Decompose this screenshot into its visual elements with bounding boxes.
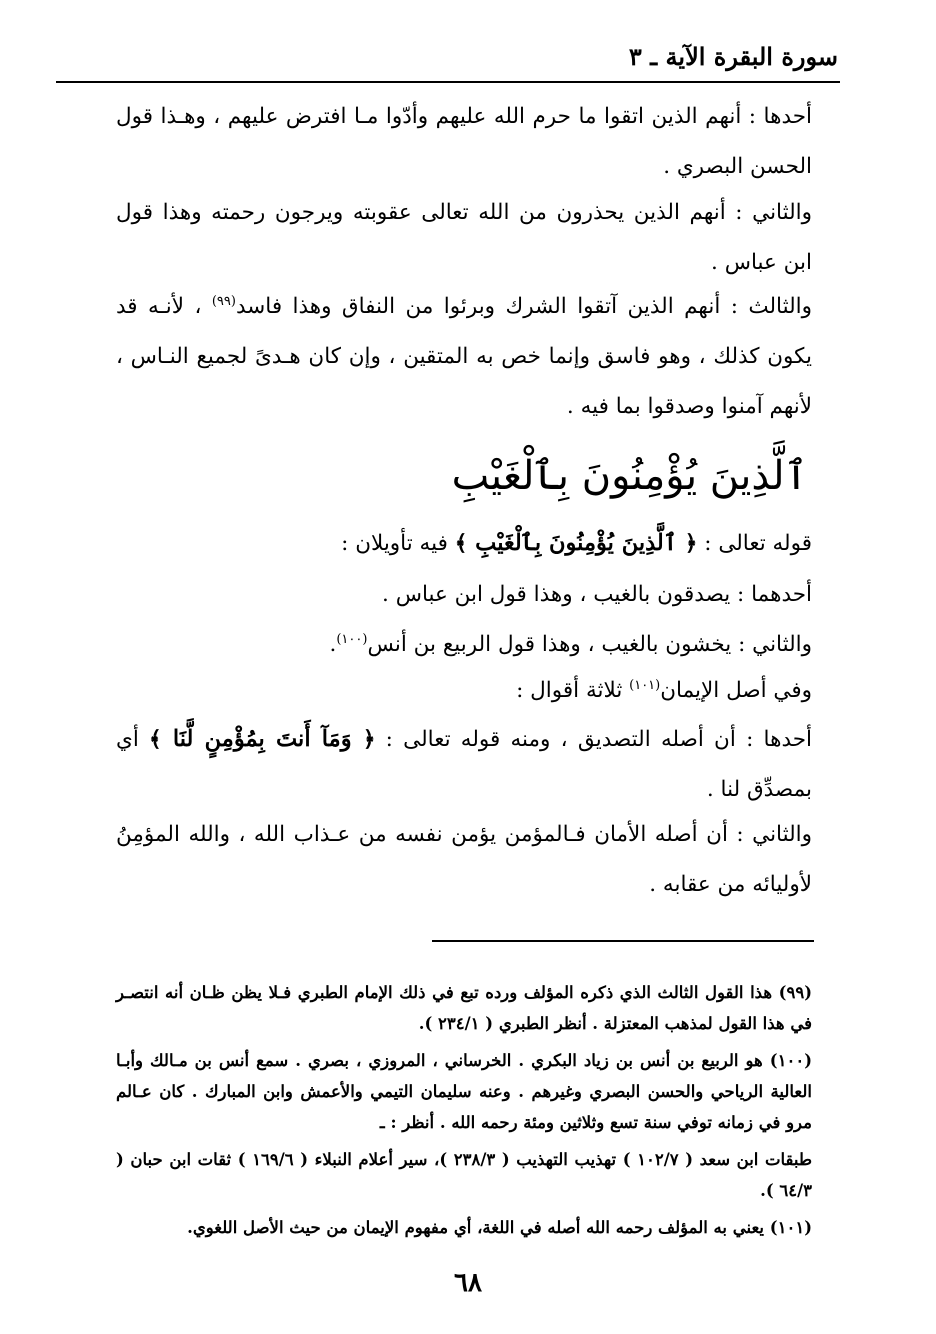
page-number: ٦٨ <box>454 1268 482 1298</box>
footnote-ref-101[interactable]: (١٠١) <box>629 677 661 693</box>
footnote-ref-99[interactable]: (٩٩) <box>211 293 236 309</box>
ornate-bracket-open: ﴿ <box>362 727 376 752</box>
footnote-number: (١٠٠) <box>769 1051 812 1070</box>
verse-heading: ٱلَّذِينَ يُؤْمِنُونَ بِٱلْغَيْبِ <box>451 453 808 499</box>
commentary-text: أي بمصدِّق لنا . <box>116 727 812 802</box>
commentary-line-1 <box>116 520 812 567</box>
commentary-line-2: أحدهما : يصدقون بالغيب ، وهذا قول ابن عباس . <box>382 582 812 607</box>
paragraph-third-opinion <box>116 282 812 432</box>
paragraph-text-part: والثالث : أنهم الذين آتقوا الشرك وبرئوا من النفاق وهذا فاسد <box>235 294 812 319</box>
footnote-text: يعني به المؤلف رحمه الله أصله في اللغة، أي مفهوم الإيمان من حيث الأصل اللغوي. <box>187 1218 765 1237</box>
footnotes <box>116 977 812 1243</box>
commentary-line-6: والثاني : أن أصله الأمان فـالمؤمن يؤمن نفسه من عـذاب الله ، والله المؤمِنُ لأوليائه من عقابه . <box>116 822 812 897</box>
commentary-text: فيه تأويلان : <box>341 531 455 556</box>
header-rule <box>56 81 840 83</box>
quran-quote: وَمَآ أَنتَ بِمُؤْمِنٍ لَّنَا <box>161 726 363 752</box>
footnote-ref-100[interactable]: (١٠٠) <box>336 631 368 647</box>
ornate-bracket-close: ﴾ <box>149 727 162 752</box>
paragraph-text: والثاني : أنهم الذين يحذرون من الله تعالى عقوبته ويرجون رحمته وهذا قول ابن عباس . <box>116 200 812 275</box>
commentary-line-3 <box>116 622 812 668</box>
commentary-line-5 <box>116 714 812 815</box>
paragraph-text-part: ، لأنـه قد يكون كذلك ، وهو فاسق وإنما خص به المتقين ، وإن كان هـدىً لجميع النـاس ، لأنهم آمنوا وصدقوا بما فيه . <box>116 294 812 419</box>
commentary-text: قوله تعالى : <box>697 531 812 556</box>
footnote-number: (٩٩) <box>778 983 812 1002</box>
footnote-number: (١٠١) <box>769 1218 812 1237</box>
commentary-line-4 <box>116 668 812 714</box>
footnote-text: هذا القول الثالث الذي ذكره المؤلف ورده تبع في ذلك الإمام الطبري فـلا يظن ظـان أنه انتصـر في هذا القول لمذهب المعتزلة . أنظر الطبري ( ٢٣٤/١ ). <box>116 983 812 1033</box>
commentary-text: . <box>329 632 337 657</box>
paragraph-second-opinion <box>116 188 812 288</box>
footnote-101 <box>116 1212 812 1243</box>
ornate-bracket-close: ﴾ <box>454 531 468 556</box>
paragraph-text: أحدها : أنهم الذين اتقوا ما حرم الله عليهم وأدّوا مـا افترض عليهم ، وهـذا قول الحسن البصري . <box>116 104 812 179</box>
footnote-100-references: طبقات ابن سعد ( ١٠٢/٧ ) تهذيب التهذيب ( ٢٣٨/٣ )، سير أعلام النبلاء ( ١٦٩/٦ ) ثقات ابن حبان ( ٦٤/٣ ). <box>116 1150 812 1200</box>
footnote-text: هو الربيع بن أنس بن زياد البكري . الخرساني ، المروزي ، بصري . سمع أنس بن مـالك وأبـا العالية الرياحي والحسن البصري وغيرهم . وعنه سليمان التيمي والأعمش وابن المبارك . كان عـالم مرو في زمانه توفي سنة تسع وثلاثين ومئة رحمه الله . أنظر : ـ <box>116 1051 812 1132</box>
footnote-separator <box>432 940 814 942</box>
ornate-bracket-open: ﴿ <box>684 531 698 556</box>
paragraph-first-opinion <box>116 92 812 192</box>
running-header: سورة البقرة الآية ـ ٣ <box>628 42 838 71</box>
commentary-text: والثاني : يخشون بالغيب ، وهذا قول الربيع بن أنس <box>367 632 812 657</box>
commentary-text: ثلاثة أقوال : <box>516 678 630 703</box>
footnote-100 <box>116 1045 812 1138</box>
commentary-text: أحدها : أن أصله التصديق ، ومنه قوله تعالى : <box>375 727 812 752</box>
commentary-text: وفي أصل الإيمان <box>660 678 812 703</box>
footnote-99 <box>116 977 812 1039</box>
quran-quote: ٱلَّذِينَ يُؤْمِنُونَ بِٱلْغَيْبِ <box>467 530 685 556</box>
